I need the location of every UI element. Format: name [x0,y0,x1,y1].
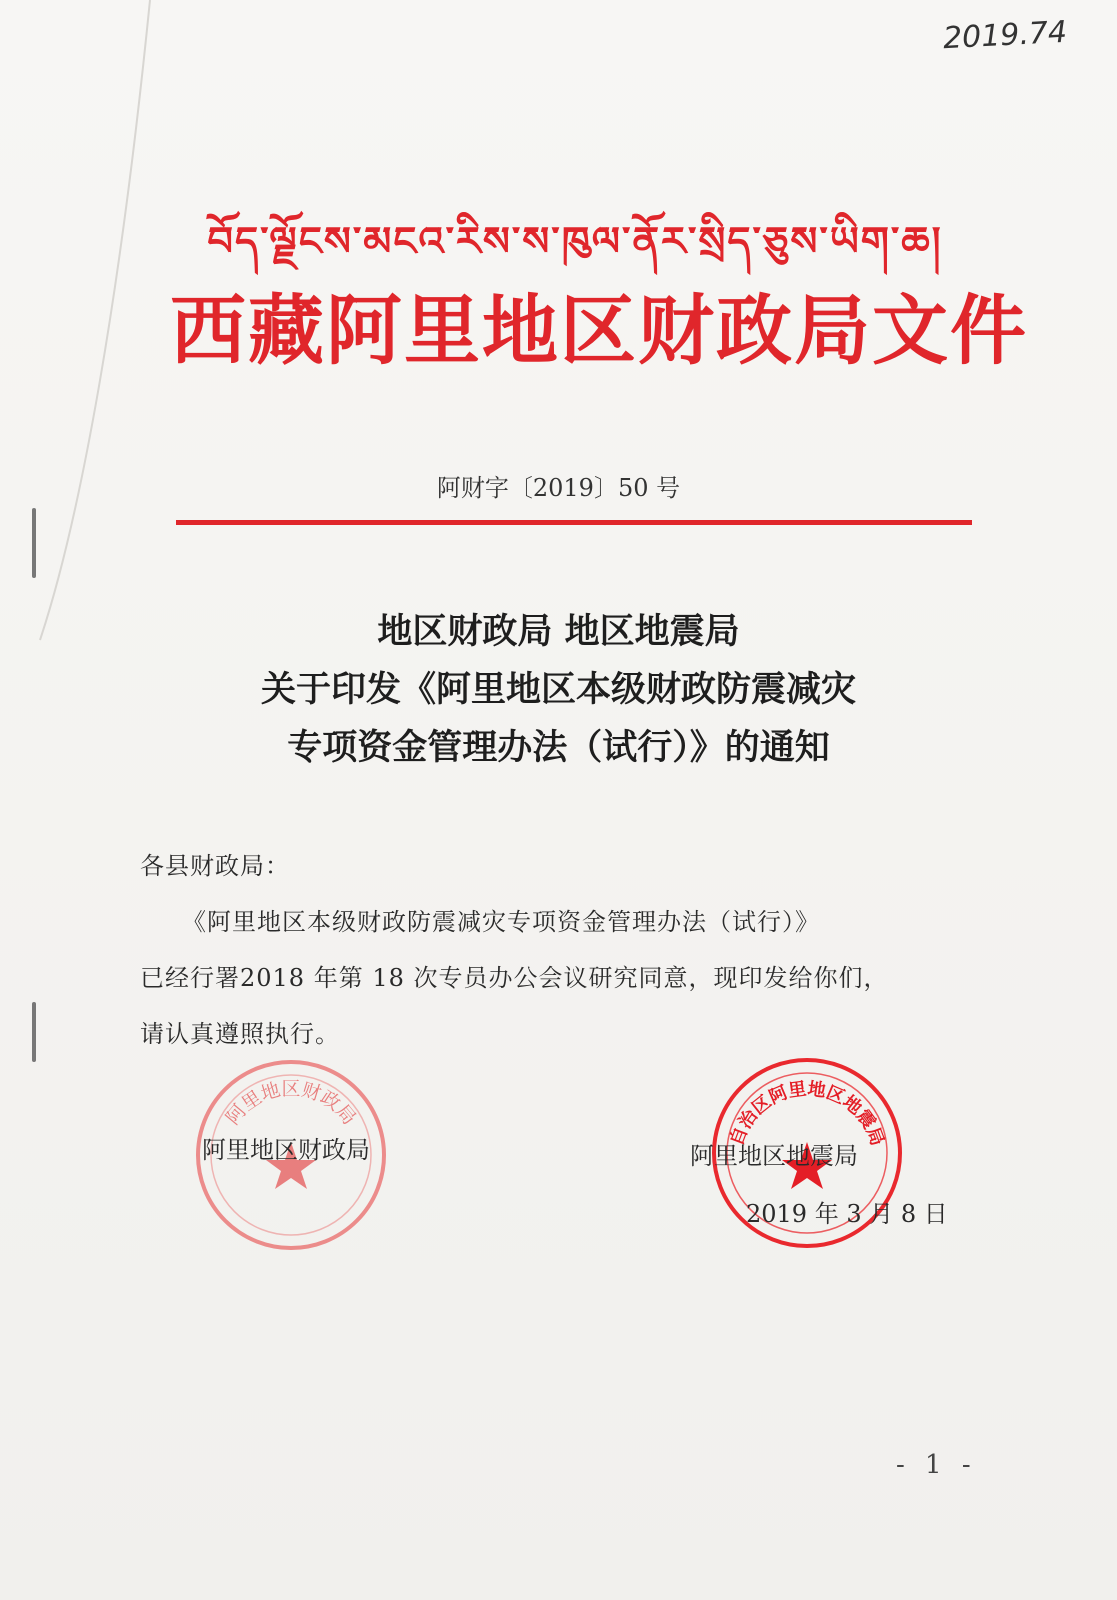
issue-date: 2019 年 3 月 8 日 [746,1200,948,1228]
handwritten-note: 2019.74 [942,14,1068,57]
document-number: 阿财字〔2019〕50 号 [436,474,681,502]
body-line-3: 请认真遵照执行。 [140,1020,340,1048]
masthead-tibetan: བོད་ལྗོངས་མངའ་རིས་ས་ཁུལ་ནོར་སྲིད་ཅུས་ཡིག་ཆ། [207,219,943,265]
binder-hole-mark [32,508,36,578]
svg-text:自治区阿里地区地震局: 自治区阿里地区地震局 [726,1078,888,1149]
title-line-3: 专项资金管理办法（试行）》的通知 [287,727,830,768]
signature-earthquake-bureau: 阿里地区地震局 [690,1142,858,1170]
body-line-1: 《阿里地区本级财政防震减灾专项资金管理办法（试行）》 [182,908,820,936]
addressee: 各县财政局： [140,852,290,880]
body-line-2: 已经行署2018 年第 18 次专员办公会议研究同意，现印发给你们， [140,964,889,992]
title-line-2: 关于印发《阿里地区本级财政防震减灾 [260,669,856,710]
signature-finance-bureau: 阿里地区财政局 [202,1136,370,1164]
title-line-1: 地区财政局 地区地震局 [377,611,740,652]
svg-text:阿里地区财政局: 阿里地区财政局 [221,1078,361,1130]
red-divider [176,520,972,525]
masthead-title: 西藏阿里地区财政局文件 [170,286,1028,375]
binder-hole-mark [32,1002,36,1062]
page-number: - 1 - [896,1450,977,1480]
